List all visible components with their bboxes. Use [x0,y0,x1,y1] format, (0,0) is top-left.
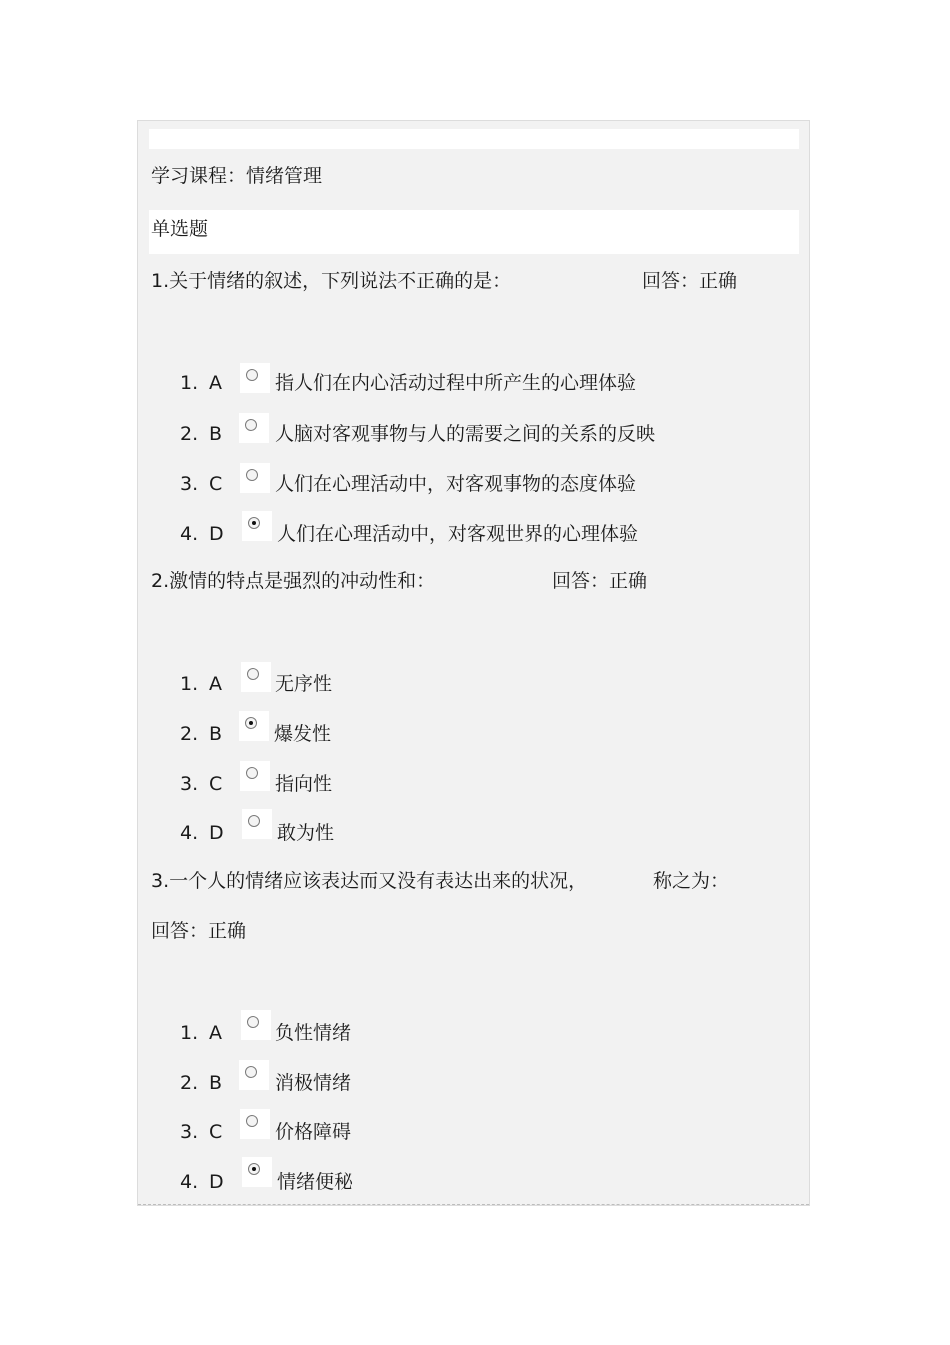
radio-box [239,1060,269,1090]
option-text: 爆发性 [274,723,332,745]
section-band [149,210,799,254]
question-1-answer-status: 回答：正确 [642,270,738,292]
radio-box [241,1010,271,1040]
option-number: 4. [180,822,199,844]
option-text: 人们在心理活动中，对客观世界的心理体验 [277,523,639,545]
question-3-answer-status: 回答：正确 [151,920,247,942]
question-3-prompt: 3.一个人的情绪应该表达而又没有表达出来的状况， [151,870,588,892]
top-band [149,129,799,149]
radio-box [239,711,269,741]
question-2-prompt: 2.激情的特点是强烈的冲动性和： [151,570,436,592]
option-text: 指人们在内心活动过程中所产生的心理体验 [275,372,637,394]
option-number: 1. [180,673,199,695]
option-letter: B [209,723,223,745]
option-text: 人们在心理活动中，对客观事物的态度体验 [275,473,637,495]
section-title: 单选题 [151,218,209,240]
option-number: 2. [180,723,199,745]
option-letter: D [209,523,224,545]
option-number: 3. [180,1121,199,1143]
radio-box [240,363,270,393]
course-title: 学习课程：情绪管理 [151,165,323,187]
radio-button[interactable] [248,1163,260,1175]
option-letter: C [209,1121,223,1143]
option-number: 1. [180,1022,199,1044]
radio-box [239,413,269,443]
question-2-answer-status: 回答：正确 [552,570,648,592]
option-letter: B [209,423,223,445]
option-text: 消极情绪 [275,1072,352,1094]
radio-button[interactable] [247,1016,259,1028]
option-text: 价格障碍 [275,1121,352,1143]
option-letter: C [209,473,223,495]
option-number: 3. [180,773,199,795]
option-number: 1. [180,372,199,394]
option-letter: A [209,1022,222,1044]
option-text: 无序性 [275,673,333,695]
radio-box [242,1157,272,1187]
radio-button[interactable] [248,517,260,529]
radio-button[interactable] [245,717,257,729]
radio-box [240,1109,270,1139]
radio-button[interactable] [246,369,258,381]
radio-box [242,511,272,541]
option-text: 情绪便秘 [277,1171,354,1193]
option-number: 3. [180,473,199,495]
radio-button[interactable] [246,767,258,779]
option-letter: A [209,673,222,695]
radio-button[interactable] [245,419,257,431]
radio-button[interactable] [247,668,259,680]
option-number: 2. [180,1072,199,1094]
radio-button[interactable] [245,1066,257,1078]
option-number: 2. [180,423,199,445]
option-number: 4. [180,1171,199,1193]
option-letter: D [209,822,224,844]
option-text: 负性情绪 [275,1022,352,1044]
radio-box [241,662,271,692]
option-letter: A [209,372,222,394]
option-letter: D [209,1171,224,1193]
question-1-prompt: 1.关于情绪的叙述，下列说法不正确的是： [151,270,512,292]
radio-box [240,463,270,493]
option-text: 敢为性 [277,822,335,844]
option-letter: C [209,773,223,795]
radio-button[interactable] [248,815,260,827]
radio-box [240,761,270,791]
radio-button[interactable] [246,1115,258,1127]
option-text: 人脑对客观事物与人的需要之间的关系的反映 [275,423,656,445]
question-3-prompt-tail: 称之为： [653,870,730,892]
option-letter: B [209,1072,223,1094]
option-text: 指向性 [275,773,333,795]
option-number: 4. [180,523,199,545]
radio-box [242,809,272,839]
radio-button[interactable] [246,469,258,481]
quiz-frame [137,120,810,1206]
